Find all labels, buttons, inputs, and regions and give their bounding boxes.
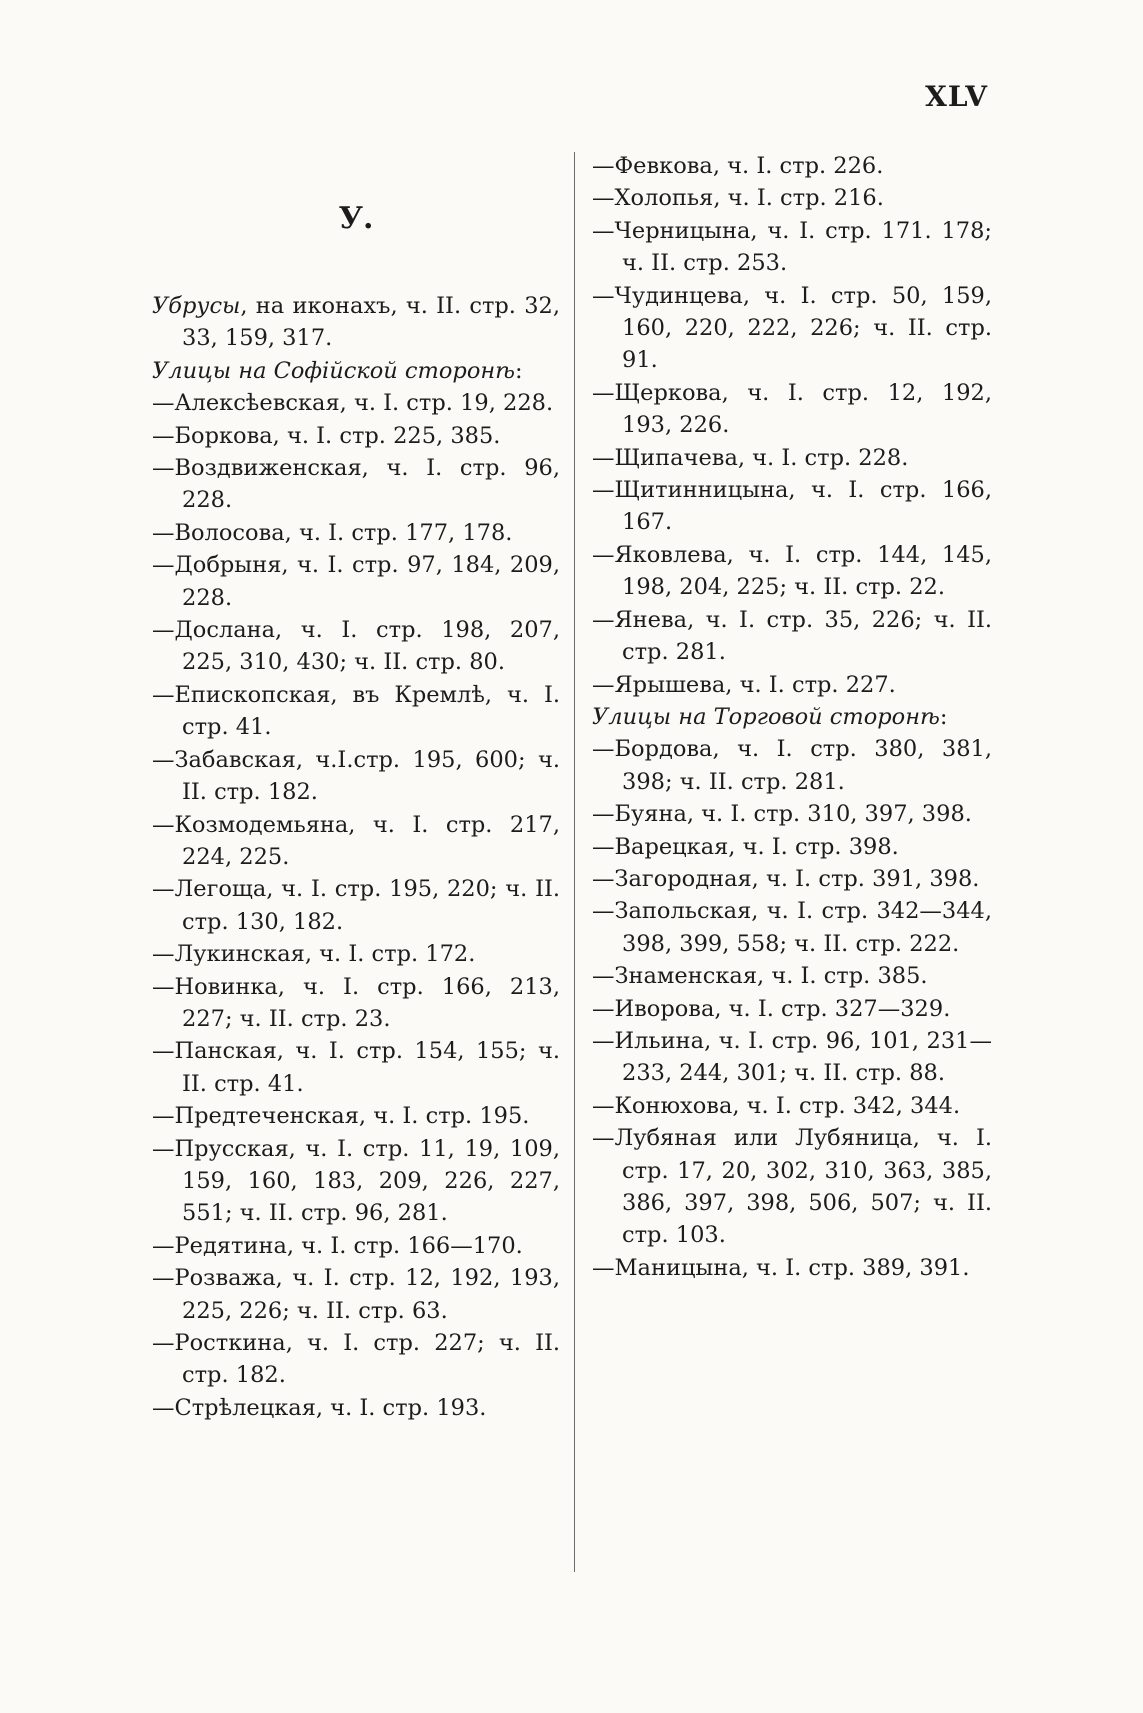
entry-text: —Лубяная или Лубяница, ч. I. стр. 17, 20, 302, 310, 363, 385, 386, 397, 398, 506, 507; ч. II. стр. 103. [592, 1125, 992, 1249]
index-entry [152, 1230, 560, 1262]
index-entry [152, 1327, 560, 1392]
entry-text: —Дослана, ч. I. стр. 198, 207, 225, 310, 430; ч. II. стр. 80. [152, 617, 560, 676]
entry-text: : [515, 357, 523, 384]
entry-text: —Панская, ч. I. стр. 154, 155; ч. II. стр. 41. [152, 1038, 560, 1097]
entry-text: , на иконахъ, ч. II. стр. 32, 33, 159, 317. [182, 293, 560, 352]
left-entries [152, 290, 560, 1424]
index-entry [152, 1133, 560, 1230]
index-entry [152, 744, 560, 809]
entry-text: —Загородная, ч. I. стр. 391, 398. [592, 865, 980, 892]
index-entry [152, 873, 560, 938]
index-entry [152, 809, 560, 874]
index-entry [592, 474, 992, 539]
entry-text: —Знаменская, ч. I. стр. 385. [592, 963, 928, 990]
entry-text: —Холопья, ч. I. стр. 216. [592, 185, 884, 212]
index-entry [592, 831, 992, 863]
index-entry [592, 960, 992, 992]
entry-text: —Алексѣевская, ч. I. стр. 19, 228. [152, 390, 554, 417]
index-entry [592, 377, 992, 442]
entry-text: —Розважа, ч. I. стр. 12, 192, 193, 225, 226; ч. II. стр. 63. [152, 1265, 560, 1324]
index-entry [592, 539, 992, 604]
index-entry [592, 215, 992, 280]
entry-text: —Запольская, ч. I. стр. 342—344, 398, 399, 558; ч. II. стр. 222. [592, 898, 992, 957]
index-entry [592, 1252, 992, 1284]
index-entry [592, 150, 992, 182]
entry-text: —Ильина, ч. I. стр. 96, 101, 231—233, 244, 301; ч. II. стр. 88. [592, 1027, 992, 1087]
index-entry [152, 1392, 560, 1424]
entry-text: —Яковлева, ч. I. стр. 144, 145, 198, 204, 225; ч. II. стр. 22. [592, 541, 992, 601]
entry-heading: Улицы на Торговой сторонѣ [592, 703, 940, 730]
entry-text: : [939, 703, 948, 730]
entry-text: —Иворова, ч. I. стр. 327—329. [592, 995, 951, 1022]
entry-text: —Боркова, ч. I. стр. 225, 385. [152, 422, 501, 449]
entry-text: —Лукинская, ч. I. стр. 172. [152, 941, 476, 968]
entry-text: —Стрѣлецкая, ч. I. стр. 193. [152, 1394, 487, 1421]
index-entry [592, 733, 992, 798]
entry-text: —Ярышева, ч. I. стр. 227. [592, 671, 896, 698]
right-entries [592, 150, 992, 1284]
index-entry [592, 1025, 992, 1090]
entry-text: —Щеркова, ч. I. стр. 12, 192, 193, 226. [592, 379, 992, 439]
index-entry [152, 938, 560, 970]
entry-text: —Варецкая, ч. I. стр. 398. [592, 833, 899, 860]
entry-text: —Янева, ч. I. стр. 35, 226; ч. II. стр. 281. [592, 606, 992, 666]
index-entry [592, 280, 992, 377]
entry-text: —Волосова, ч. I. стр. 177, 178. [152, 519, 513, 546]
entry-text: —Добрыня, ч. I. стр. 97, 184, 209, 228. [152, 552, 560, 611]
index-entry [152, 614, 560, 679]
left-column [152, 150, 560, 1424]
index-entry [152, 452, 560, 517]
entry-heading: Убрусы [152, 293, 241, 319]
entry-text: —Козмодемьяна, ч. I. стр. 217, 224, 225. [152, 811, 560, 870]
entry-text: —Забавская, ч.I.стр. 195, 600; ч. II. стр. 182. [152, 746, 560, 806]
index-entry [592, 993, 992, 1025]
index-entry [592, 798, 992, 830]
entry-text: —Росткина, ч. I. стр. 227; ч. II. стр. 182. [152, 1330, 560, 1389]
page-number: XLV [925, 80, 988, 113]
entry-text: —Буяна, ч. I. стр. 310, 397, 398. [592, 801, 972, 828]
entry-text: —Легоща, ч. I. стр. 195, 220; ч. II. стр. 130, 182. [152, 876, 560, 935]
entry-text: —Февкова, ч. I. стр. 226. [592, 153, 884, 179]
index-entry [152, 1035, 560, 1100]
entry-text: —Прусская, ч. I. стр. 11, 19, 109, 159, 160, 183, 209, 226, 227, 551; ч. II. стр. 96, 281. [152, 1135, 560, 1227]
index-entry [152, 971, 560, 1036]
index-entry [152, 387, 560, 419]
index-entry [152, 290, 560, 355]
index-entry [592, 182, 992, 214]
entry-heading: Улицы на Софійской сторонѣ [152, 357, 516, 384]
index-entry [592, 863, 992, 895]
index-entry [152, 679, 560, 744]
entry-text: —Маницына, ч. I. стр. 389, 391. [592, 1254, 970, 1281]
entry-text: —Конюхова, ч. I. стр. 342, 344. [592, 1092, 961, 1119]
entry-text: —Предтеченская, ч. I. стр. 195. [152, 1103, 530, 1130]
entry-text: —Щипачева, ч. I. стр. 228. [592, 444, 909, 471]
index-entry [592, 442, 992, 474]
index-entry [592, 701, 992, 733]
index-entry [152, 420, 560, 452]
index-entry [152, 1262, 560, 1327]
entry-text: —Воздвиженская, ч. I. стр. 96, 228. [152, 455, 560, 514]
column-divider [574, 152, 575, 1572]
entry-text: —Черницына, ч. I. стр. 171. 178; ч. II. стр. 253. [592, 217, 992, 277]
entry-text: —Щитинницына, ч. I. стр. 166, 167. [592, 477, 992, 536]
index-entry [592, 1090, 992, 1122]
index-entry [152, 517, 560, 549]
entry-text: —Редятина, ч. I. стр. 166—170. [152, 1232, 523, 1259]
index-entry [592, 669, 992, 701]
entry-text: —Новинка, ч. I. стр. 166, 213, 227; ч. II. стр. 23. [152, 973, 560, 1032]
index-entry [592, 1122, 992, 1252]
index-entry [152, 355, 560, 387]
index-entry [592, 604, 992, 669]
index-entry [592, 895, 992, 960]
entry-text: —Епископская, въ Кремлѣ, ч. I. стр. 41. [152, 681, 560, 741]
entry-text: —Бордова, ч. I. стр. 380, 381, 398; ч. II. стр. 281. [592, 736, 992, 795]
right-column [592, 150, 992, 1284]
entry-text: —Чудинцева, ч. I. стр. 50, 159, 160, 220, 222, 226; ч. II. стр. 91. [592, 282, 992, 374]
section-letter: У. [338, 201, 374, 236]
index-entry [152, 1100, 560, 1132]
index-entry [152, 549, 560, 614]
